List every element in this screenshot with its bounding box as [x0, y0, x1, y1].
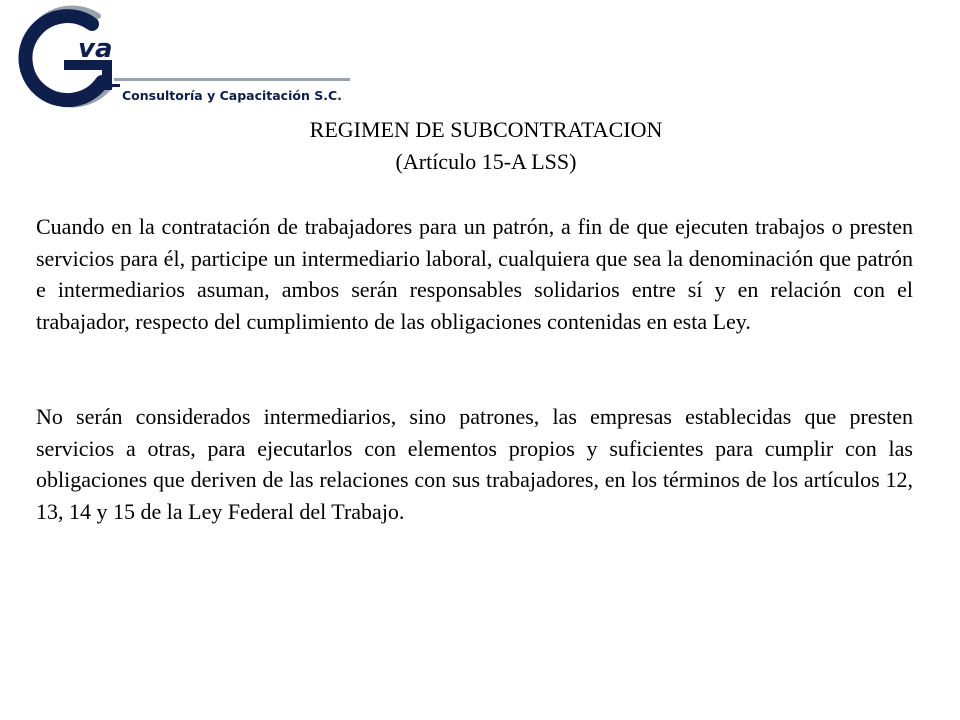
page-subtitle: (Artículo 15-A LSS): [395, 149, 577, 174]
company-logo: [6, 4, 356, 114]
document-heading: [0, 114, 960, 178]
page-title: REGIMEN DE SUBCONTRATACION: [309, 117, 663, 142]
logo-letters: va: [78, 34, 113, 64]
logo-company-name: Consultoría y Capacitación S.C.: [122, 88, 342, 103]
paragraph-1: Cuando en la contratación de trabajadores para un patrón, a fin de que ejecuten trabajos o presten servicios para él, participe un intermediario laboral, cualquiera que sea la denominación que patrón e intermediarios asuman, ambos serán responsables solidarios entre sí y en relación con el trabajador, respecto del cumplimiento de las obligaciones contenidas en esta Ley.: [36, 214, 913, 334]
paragraph-2: No serán considerados intermediarios, sino patrones, las empresas establecidas que presten servicios a otras, para ejecutarlos con elementos propios y suficientes para cumplir con las obligaciones que deriven de las relaciones con sus trabajadores, en los términos de los artículos 12, 13, 14 y 15 de la Ley Federal del Trabajo.: [36, 404, 913, 524]
